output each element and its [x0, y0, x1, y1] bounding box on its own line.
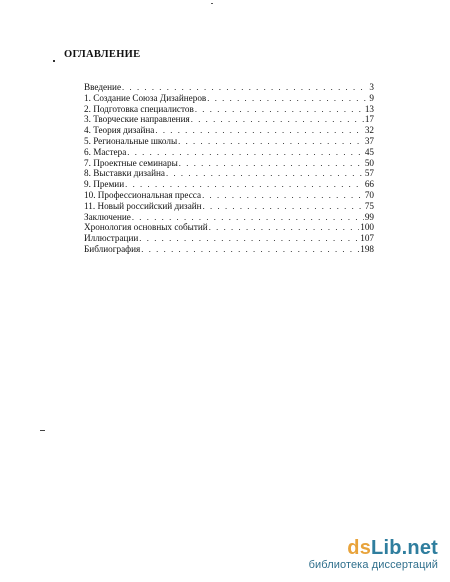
dot-leader [155, 125, 363, 136]
toc-entry [84, 93, 374, 104]
toc-entry-page: 9 [369, 92, 374, 103]
toc-entry-page: 75 [364, 200, 374, 211]
toc-entry-label: 11. Новый российский дизайн [84, 200, 202, 211]
toc-entry-page: 99 [364, 211, 374, 222]
toc-entry-label: Иллюстрации [84, 233, 139, 244]
toc-entry-label: 3. Творческие направления [84, 114, 190, 125]
dot-leader [191, 114, 364, 125]
toc-entry-label: 8. Выставки дизайна [84, 168, 165, 179]
toc-entry [84, 104, 374, 115]
toc-title: ОГЛАВЛЕНИЕ [64, 49, 141, 60]
dot-leader [122, 82, 368, 93]
toc-entry [84, 244, 374, 255]
toc-entry-label: 7. Проектные семинары [84, 157, 178, 168]
dot-leader [139, 233, 359, 244]
toc-entry-label: Библиография [84, 243, 141, 254]
toc-entry [84, 222, 374, 233]
toc-entry-page: 32 [364, 125, 374, 136]
toc-entry [84, 158, 374, 169]
toc-entry-page: 66 [364, 179, 374, 190]
toc-entry-label: 9. Премии [84, 179, 125, 190]
toc-entry-label: 10. Профессиональная пресса [84, 189, 202, 200]
dot-leader [209, 222, 360, 233]
toc-entry-page: 3 [369, 82, 374, 92]
toc-entry-label: 4. Теория дизайна [84, 125, 155, 136]
toc-entry-label: 6. Мастера [84, 146, 127, 157]
logo-ds: ds [347, 537, 372, 559]
toc-entry [84, 190, 374, 201]
toc-entry-page: 17 [364, 114, 374, 125]
toc-entry [84, 212, 374, 223]
dslib-watermark [309, 537, 438, 572]
toc-entry-page: 107 [360, 233, 374, 244]
toc-entry-page: 37 [364, 135, 374, 146]
toc-entry-page: 13 [364, 103, 374, 114]
toc-entry [84, 125, 374, 136]
toc-entry-label: 5. Региональные школы [84, 135, 178, 146]
toc-entry [84, 201, 374, 212]
toc-entry [84, 114, 374, 125]
toc-entry-label: Заключение [84, 211, 131, 222]
toc-entry [84, 136, 374, 147]
logo-net: .net [401, 537, 438, 559]
toc-entry-label: 2. Подготовка специалистов [84, 103, 194, 114]
dot-leader [179, 158, 364, 169]
dslib-logo [309, 537, 438, 559]
dot-leader [132, 212, 364, 223]
dot-leader [195, 104, 364, 115]
toc-entry [84, 82, 374, 93]
toc-entry-page: 45 [364, 146, 374, 157]
toc-entry-page: 70 [364, 189, 374, 200]
dot-leader [202, 190, 364, 201]
toc-entry-label: Введение [84, 82, 122, 92]
toc-entry [84, 168, 374, 179]
toc-entry-page: 50 [364, 157, 374, 168]
toc-entry-label: 1. Создание Союза Дизайнеров [84, 92, 207, 103]
dot-leader [127, 147, 364, 158]
toc-entry [84, 233, 374, 244]
toc-entry-page: 100 [360, 222, 374, 233]
logo-lib: Lib [371, 537, 402, 559]
dot-leader [178, 136, 364, 147]
toc-entry [84, 147, 374, 158]
dot-leader [166, 168, 364, 179]
scan-speck [211, 3, 213, 4]
toc-entry-page: 198 [360, 243, 374, 254]
toc-entry [84, 179, 374, 190]
scan-speck [53, 60, 55, 62]
toc-entry-page: 57 [364, 168, 374, 179]
dot-leader [203, 201, 364, 212]
watermark-tagline: библиотека диссертаций [308, 559, 438, 571]
dot-leader [141, 244, 359, 255]
scan-speck [40, 430, 45, 431]
toc-entry-label: Хронология основных событий [84, 222, 208, 233]
toc-list [84, 82, 374, 255]
dot-leader [207, 93, 368, 104]
dot-leader [125, 179, 364, 190]
